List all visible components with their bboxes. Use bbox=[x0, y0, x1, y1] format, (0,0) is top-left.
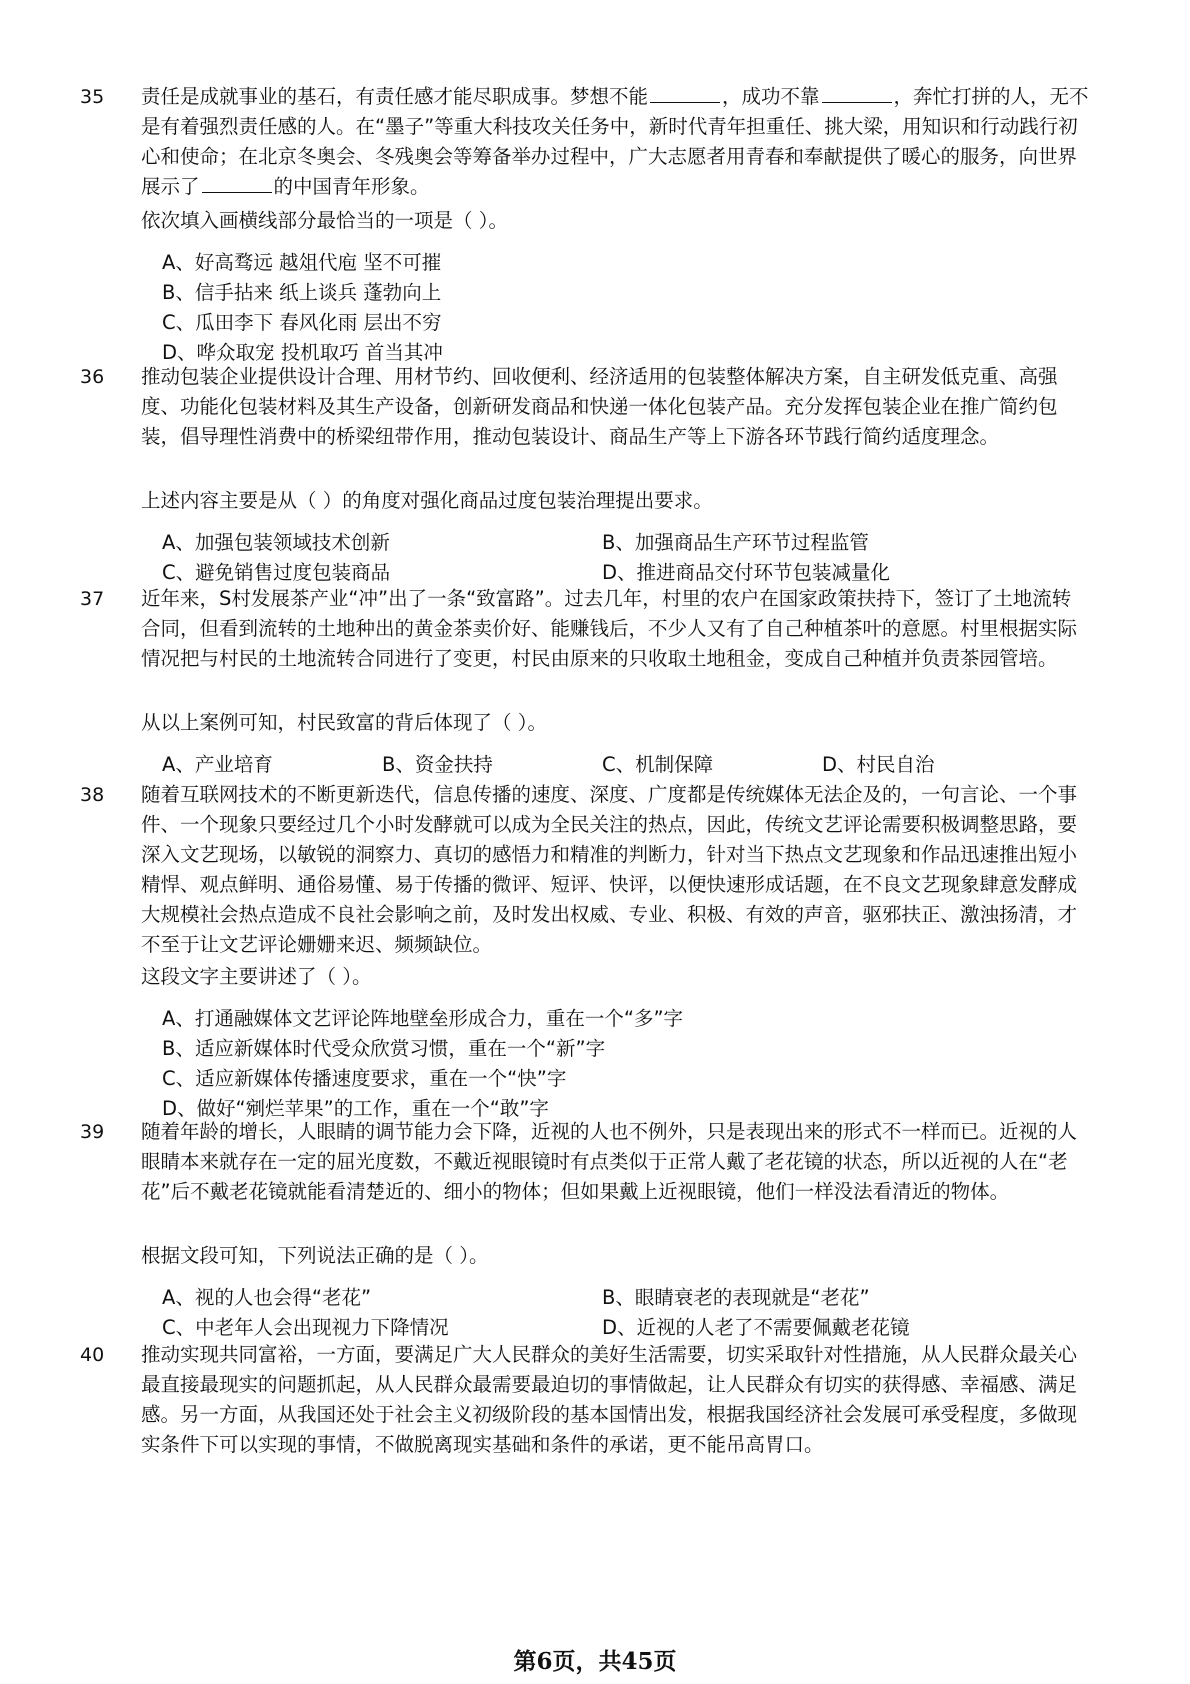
question-stem bbox=[141, 362, 1089, 452]
option-b[interactable]: B、加强商品生产环节过程监管 bbox=[602, 531, 869, 554]
option-d[interactable]: D、近视的人老了不需要佩戴老花镜 bbox=[602, 1316, 910, 1339]
question-prompt bbox=[141, 1241, 1089, 1271]
question-prompt bbox=[141, 962, 1089, 992]
answer-blank bbox=[202, 174, 272, 193]
option-c[interactable]: C、中老年人会出现视力下降情况 bbox=[162, 1316, 449, 1339]
stem-text: ，奔忙打拼的人，无不是有着强烈责任感的人。在“墨子”等重大科技攻关任务中，新时代青年担重任、挑大梁，用知识和行动践行初心和使命；在北京冬奥会、冬残奥会等筹备举办过程中，广大志愿者用青春和奉献提供了暖心的服务，向世界展示了 bbox=[141, 85, 1089, 198]
options-list bbox=[162, 528, 1082, 588]
answer-blank bbox=[650, 84, 720, 103]
question-number: 38 bbox=[80, 784, 105, 806]
question-stem bbox=[141, 584, 1089, 674]
question-stem bbox=[141, 1117, 1089, 1207]
prompt-text: 这段文字主要讲述了（ ）。 bbox=[141, 965, 372, 988]
stem-text: 随着年龄的增长，人眼睛的调节能力会下降，近视的人也不例外，只是表现出来的形式不一样而已。近视的人眼睛本来就存在一定的屈光度数，不戴近视眼镜时有点类似于正常人戴了老花镜的状态，所以近视的人在“老花”后不戴老花镜就能看清楚近的、细小的物体；但如果戴上近视眼镜，他们一样没法看清近的物体。 bbox=[141, 1120, 1078, 1203]
prompt-text: 从以上案例可知，村民致富的背后体现了（ ）。 bbox=[141, 711, 547, 734]
stem-text: 责任是成就事业的基石，有责任感才能尽职成事。梦想不能 bbox=[141, 85, 649, 108]
stem-text: 的中国青年形象。 bbox=[273, 175, 430, 198]
question-number: 36 bbox=[80, 366, 105, 388]
stem-text: 近年来，S村发展茶产业“冲”出了一条“致富路”。过去几年，村里的农户在国家政策扶持下，签订了土地流转合同，但看到流转的土地种出的黄金茶卖价好、能赚钱后，不少人又有了自己种植茶叶的意愿。村里根据实际情况把与村民的土地流转合同进行了变更，村民由原来的只收取土地租金，变成自己种植并负责茶园管培。 bbox=[141, 587, 1078, 670]
option-c[interactable]: C、瓜田李下 春风化雨 层出不穷 bbox=[162, 311, 442, 334]
option-d[interactable]: D、哗众取宠 投机取巧 首当其冲 bbox=[162, 341, 443, 364]
option-d[interactable]: D、村民自治 bbox=[822, 753, 935, 776]
option-c[interactable]: C、机制保障 bbox=[602, 753, 714, 776]
question-number: 37 bbox=[80, 588, 105, 610]
option-a[interactable]: A、产业培育 bbox=[162, 753, 273, 776]
option-b[interactable]: B、眼睛衰老的表现就是“老花” bbox=[602, 1286, 870, 1309]
stem-text: 推动包装企业提供设计合理、用材节约、回收便利、经济适用的包装整体解决方案，自主研发低克重、高强度、功能化包装材料及其生产设备，创新研发商品和快递一体化包装产品。充分发挥包装企业在推广简约包装，倡导理性消费中的桥梁纽带作用，推动包装设计、商品生产等上下游各环节践行简约适度理念。 bbox=[141, 365, 1058, 448]
question-prompt bbox=[141, 708, 1089, 738]
question-number: 35 bbox=[80, 86, 105, 108]
option-d[interactable]: D、做好“剜烂苹果”的工作，重在一个“敢”字 bbox=[162, 1097, 549, 1120]
options-list bbox=[162, 1004, 1082, 1124]
question-prompt bbox=[141, 486, 1089, 516]
option-a[interactable]: A、加强包装领域技术创新 bbox=[162, 531, 390, 554]
question-stem bbox=[141, 1340, 1089, 1460]
option-b[interactable]: B、资金扶持 bbox=[382, 753, 493, 776]
prompt-text: 依次填入画横线部分最恰当的一项是（ ）。 bbox=[141, 209, 508, 232]
options-list bbox=[162, 1283, 1082, 1343]
option-c[interactable]: C、适应新媒体传播速度要求，重在一个“快”字 bbox=[162, 1067, 567, 1090]
option-a[interactable]: A、视的人也会得“老花” bbox=[162, 1286, 372, 1309]
option-b[interactable]: B、适应新媒体时代受众欣赏习惯，重在一个“新”字 bbox=[162, 1037, 606, 1060]
page-footer: 第6页，共45页 bbox=[513, 1648, 677, 1675]
stem-text: ，成功不靠 bbox=[722, 85, 820, 108]
stem-text: 推动实现共同富裕，一方面，要满足广大人民群众的美好生活需要，切实采取针对性措施，从人民群众最关心最直接最现实的问题抓起，从人民群众最需要最迫切的事情做起，让人民群众有切实的获得感、幸福感、满足感。另一方面，从我国还处于社会主义初级阶段的基本国情出发，根据我国经济社会发展可承受程度，多做现实条件下可以实现的事情，不做脱离现实基础和条件的承诺，更不能吊高胃口。 bbox=[141, 1343, 1078, 1456]
question-prompt bbox=[141, 206, 1089, 236]
question-stem bbox=[141, 82, 1089, 202]
prompt-text: 根据文段可知，下列说法正确的是（ ）。 bbox=[141, 1244, 489, 1267]
question-number: 39 bbox=[80, 1121, 105, 1143]
question-stem bbox=[141, 780, 1089, 960]
option-a[interactable]: A、好高骛远 越俎代庖 坚不可摧 bbox=[162, 251, 442, 274]
options-list bbox=[162, 750, 1082, 780]
options-list bbox=[162, 248, 1082, 368]
option-d[interactable]: D、推进商品交付环节包装减量化 bbox=[602, 561, 891, 584]
answer-blank bbox=[822, 84, 892, 103]
prompt-text: 上述内容主要是从（ ）的角度对强化商品过度包装治理提出要求。 bbox=[141, 489, 713, 512]
option-b[interactable]: B、信手拈来 纸上谈兵 蓬勃向上 bbox=[162, 281, 442, 304]
question-number: 40 bbox=[80, 1344, 105, 1366]
option-c[interactable]: C、避免销售过度包装商品 bbox=[162, 561, 391, 584]
option-a[interactable]: A、打通融媒体文艺评论阵地壁垒形成合力，重在一个“多”字 bbox=[162, 1007, 684, 1030]
stem-text: 随着互联网技术的不断更新迭代，信息传播的速度、深度、广度都是传统媒体无法企及的，一句言论、一个事件、一个现象只要经过几个小时发酵就可以成为全民关注的热点，因此，传统文艺评论需要积极调整思路，要深入文艺现场，以敏锐的洞察力、真切的感悟力和精准的判断力，针对当下热点文艺现象和作品迅速推出短小精悍、观点鲜明、通俗易懂、易于传播的微评、短评、快评，以便快速形成话题，在不良文艺现象肆意发酵成大规模社会热点造成不良社会影响之前，及时发出权威、专业、积极、有效的声音，驱邪扶正、激浊扬清，才不至于让文艺评论姗姗来迟、频频缺位。 bbox=[141, 783, 1078, 956]
